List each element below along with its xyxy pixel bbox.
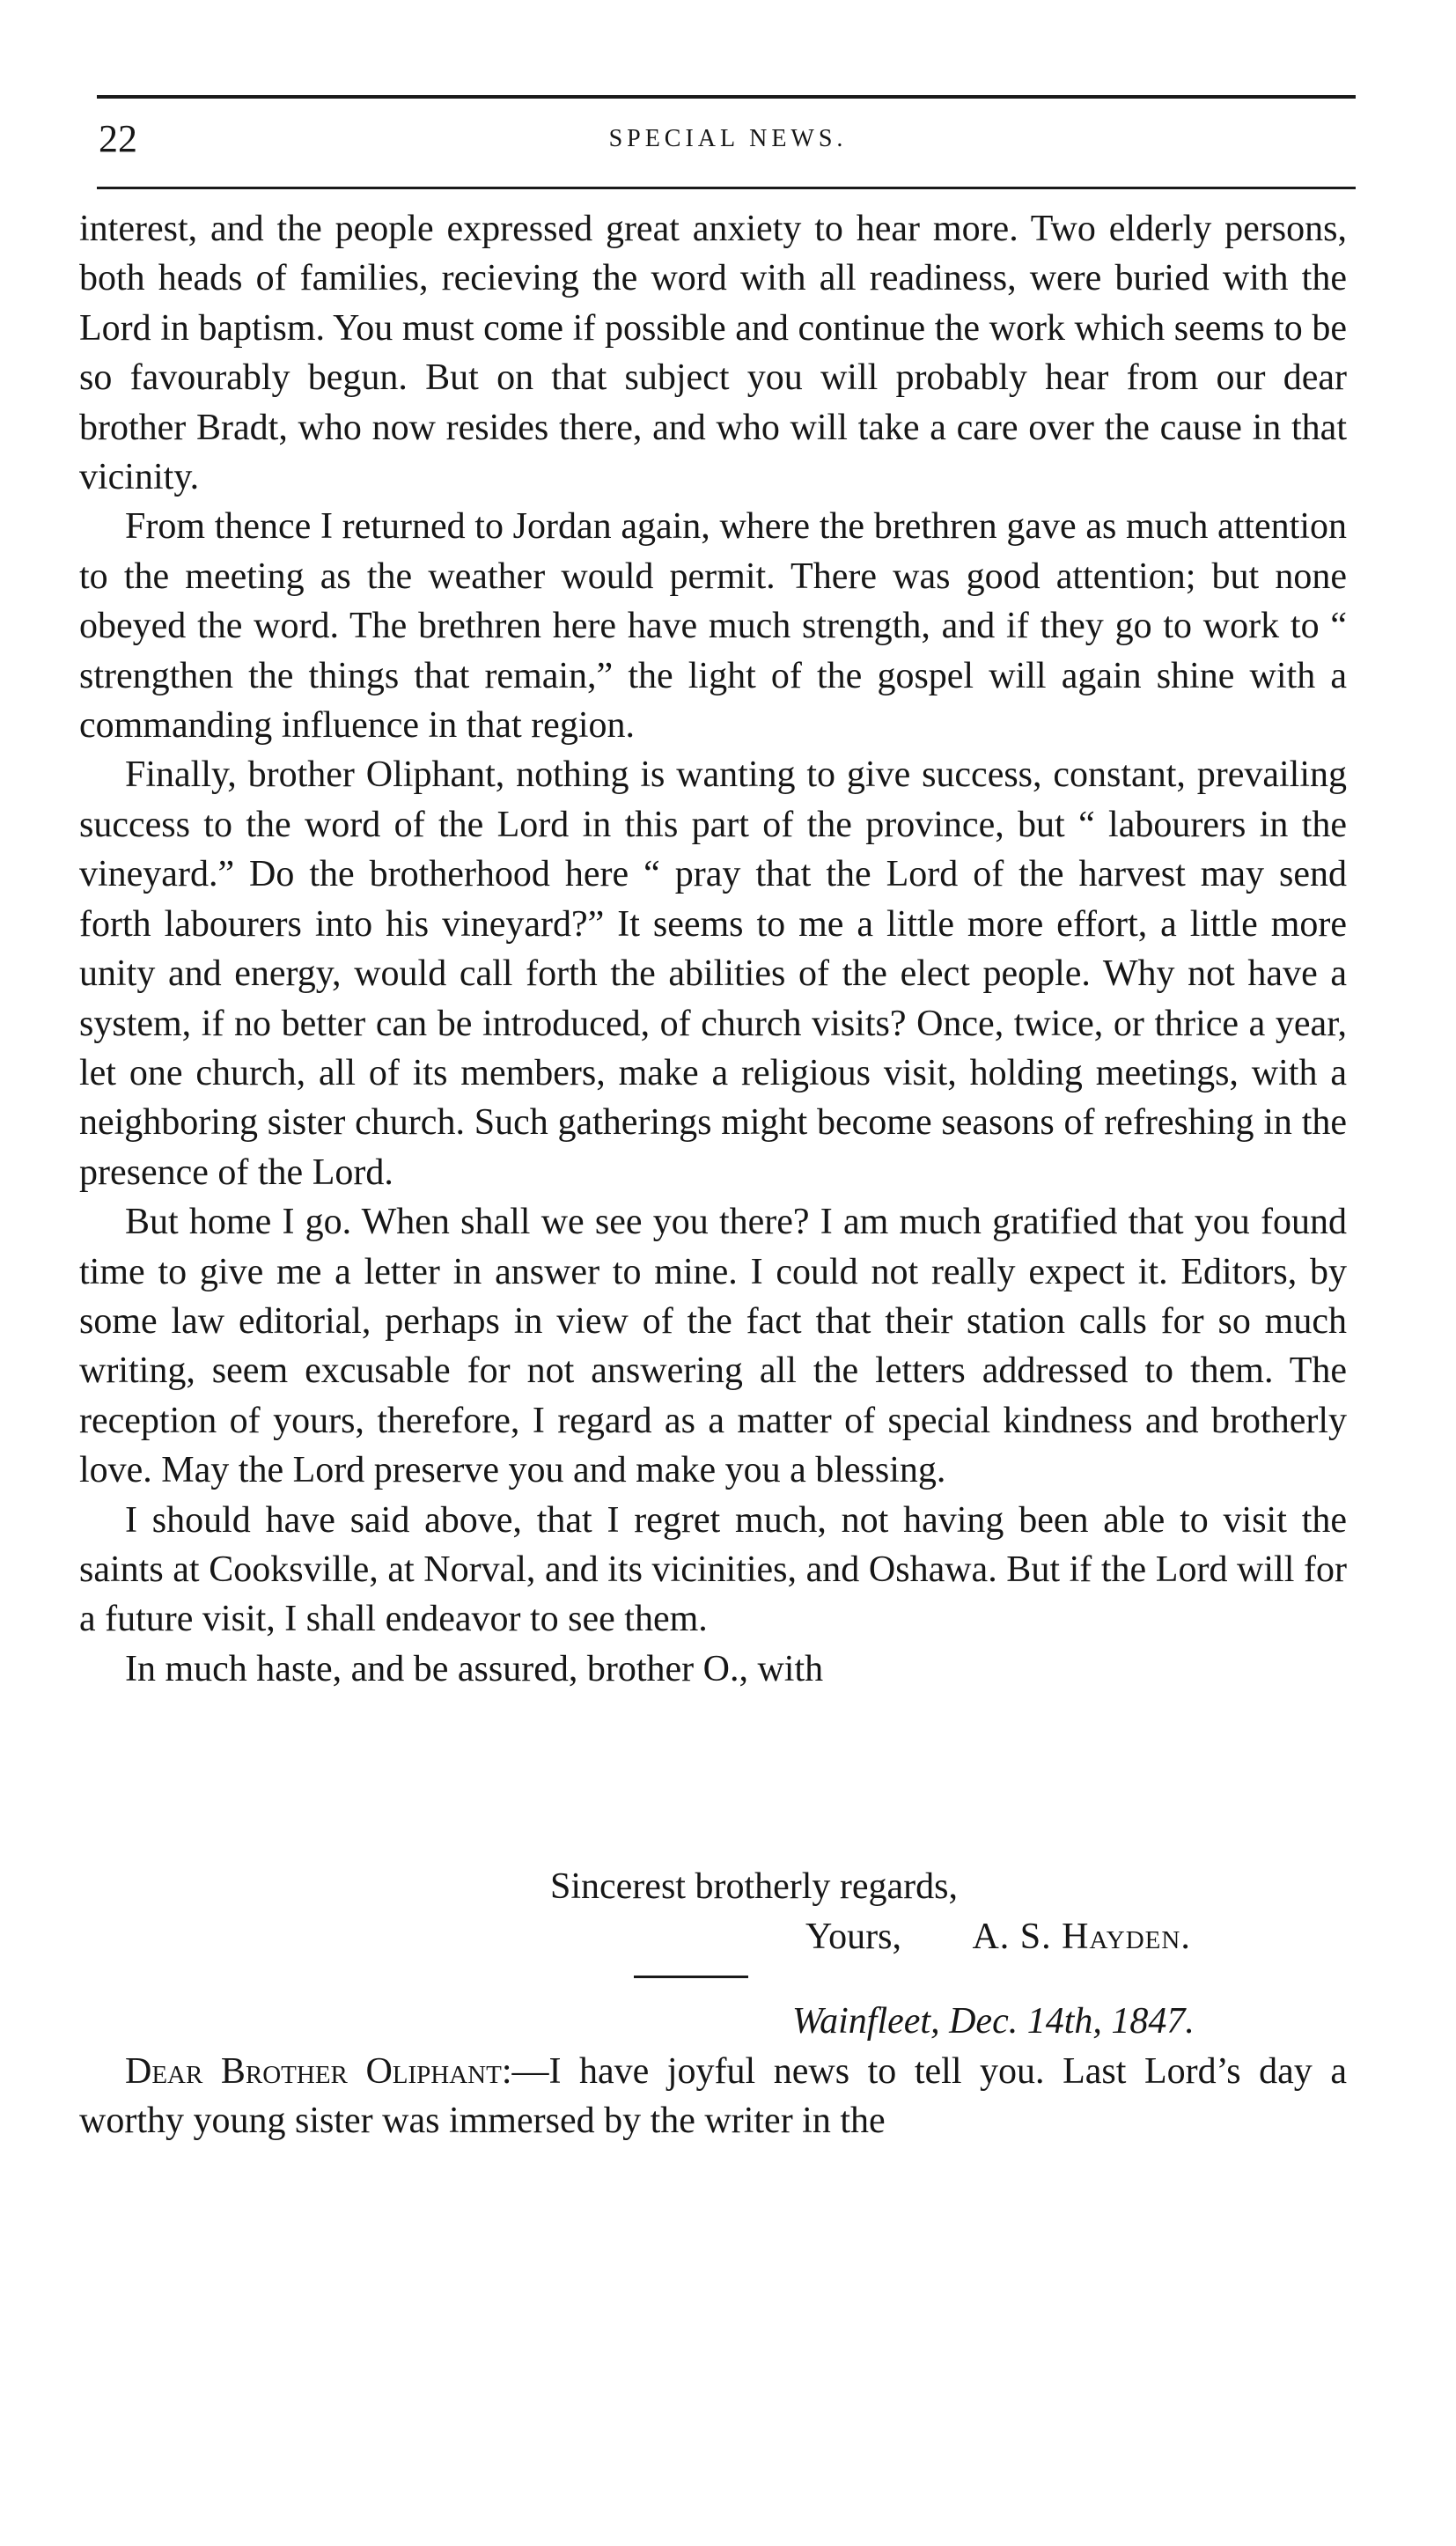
signature-line: [805, 1912, 1191, 1961]
next-letter-body: [79, 2047, 1347, 2146]
paragraph-1: interest, and the people expressed great anxiety to hear more. Two elderly persons, both heads of families, recieving the word with all readiness, were buried with the Lord in baptism. You must come if possible and continue the work which seems to be so favourably begun. But on that subject you will probably hear from our dear brother Bradt, who now resides there, and who will take a care over the cause in that vicinity.: [79, 209, 1347, 498]
next-letter-text: —I have joyful news to tell you. Last Lord’s day a worthy young sister was immersed by the writer in the: [79, 2051, 1347, 2142]
running-title: SPECIAL NEWS.: [608, 125, 848, 152]
letter-salutation: Dear Brother Oliphant:: [125, 2051, 512, 2092]
paragraph-2: From thence I returned to Jordan again, where the brethren gave as much attention to the meeting as the weather would permit. There was good attention; but none obeyed the word. The brethren here have much strength, and if they go to work to “ strengthen the things that remain,” the light of the gospel will again shine with a commanding influence in that region.: [79, 506, 1347, 747]
page-number: 22: [99, 117, 137, 160]
letter-body: [79, 204, 1347, 1694]
signature-regards: Sincerest brotherly regards,: [550, 1866, 959, 1907]
section-divider: [634, 1976, 748, 1978]
paragraph-5: I should have said above, that I regret much, not having been able to visit the saints at Cooksville, at Norval, and its vicinities, and Oshawa. But if the Lord will for a future visit, I shall endeavor to see them.: [79, 1499, 1347, 1640]
paragraph-3: Finally, brother Oliphant, nothing is wanting to give success, constant, prevailing success to the word of the Lord in this part of the province, but “ labourers in the vineyard.” Do the brotherhood here “ pray that the Lord of the harvest may send forth labourers into his vineyard?” It seems to me a little more effort, a little more unity and energy, would call forth the abilities of the elect people. Why not have a system, if no better can be introduced, of church visits? Once, twice, or thrice a year, let one church, all of its members, make a religious visit, holding meetings, with a neighboring sister church. Such gatherings might become seasons of refreshing in the presence of the Lord.: [79, 754, 1347, 1193]
header-bottom-rule: [97, 187, 1356, 189]
header-top-rule: [97, 95, 1356, 99]
signature-closing: Yours,: [805, 1917, 901, 1957]
letter-dateline: Wainfleet, Dec. 14th, 1847.: [792, 2001, 1195, 2042]
paragraph-6: In much haste, and be assured, brother O., with: [125, 1648, 824, 1689]
next-letter-paragraph: [79, 2047, 1347, 2146]
signature-author: A. S. Hayden.: [972, 1917, 1191, 1957]
paragraph-4: But home I go. When shall we see you there? I am much gratified that you found time to give me a letter in answer to mine. I could not really expect it. Editors, by some law editorial, perhaps in view of the fact that their station calls for so much writing, seem excusable for not answering all the letters addressed to them. The reception of yours, therefore, I regard as a matter of special kindness and brotherly love. May the Lord preserve you and make you a blessing.: [79, 1202, 1347, 1491]
